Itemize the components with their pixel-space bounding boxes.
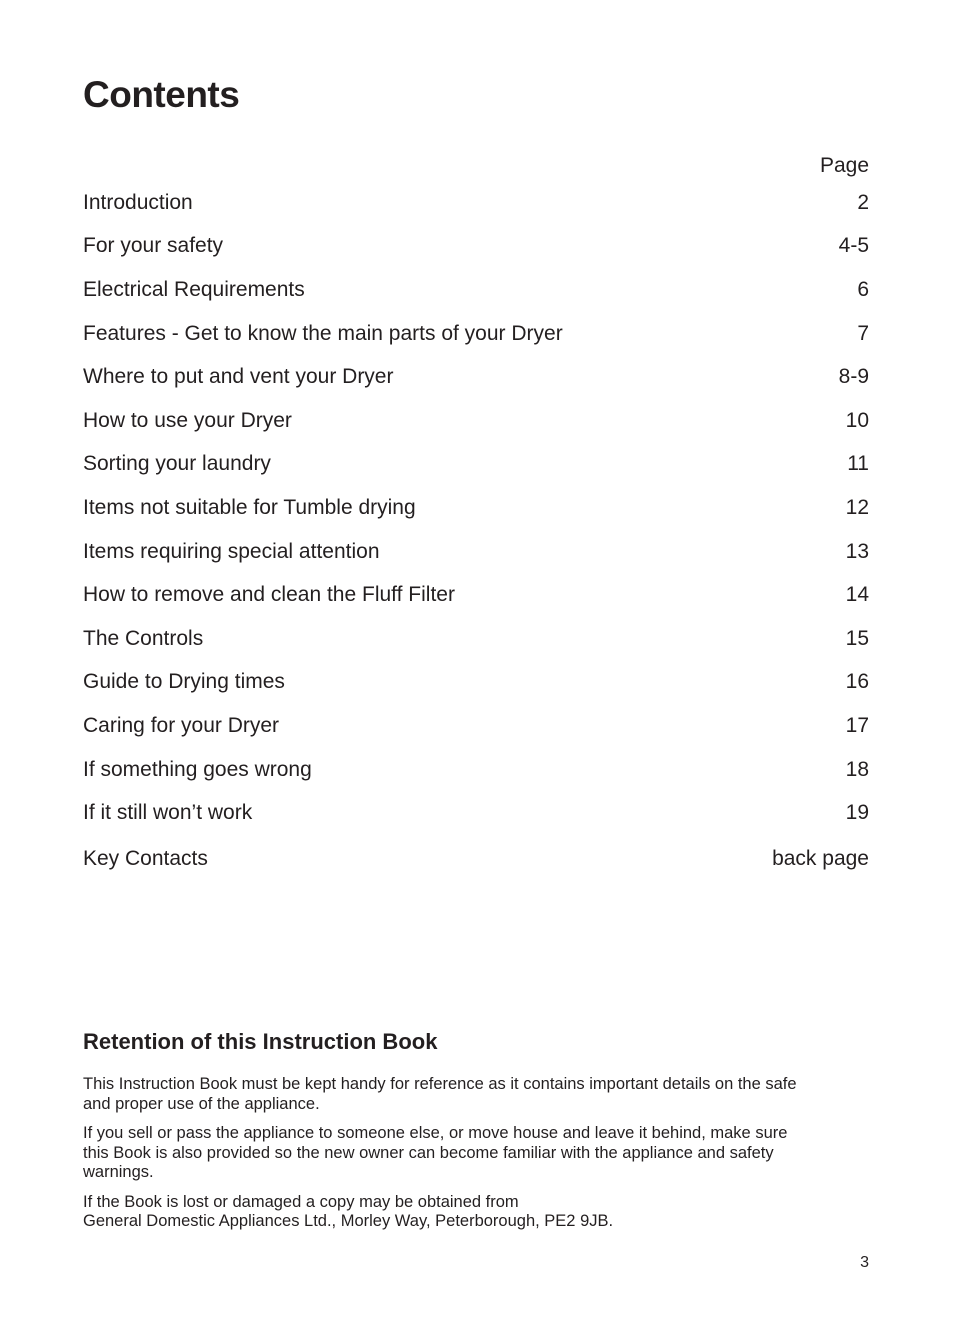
toc-entry-page: 13 bbox=[845, 539, 869, 563]
retention-address-paragraph bbox=[83, 1193, 803, 1232]
toc-entry-page: 4-5 bbox=[838, 234, 869, 258]
toc-entry-label: The Controls bbox=[83, 626, 204, 650]
toc-entry-page: 7 bbox=[857, 321, 869, 345]
toc-entry-page: 19 bbox=[845, 801, 869, 825]
retention-address-line: If the Book is lost or damaged a copy may be obtained from bbox=[83, 1192, 519, 1211]
toc-entry-label: Key Contacts bbox=[83, 846, 208, 870]
retention-paragraph: This Instruction Book must be kept handy for reference as it contains important details on the safe and proper use of the appliance. bbox=[83, 1075, 797, 1113]
toc-entry-label: Items requiring special attention bbox=[83, 539, 380, 563]
toc-entry-label: Items not suitable for Tumble drying bbox=[83, 495, 416, 519]
toc-entry-sorting-laundry[interactable] bbox=[83, 443, 869, 487]
page-title: Contents bbox=[83, 74, 240, 115]
table-of-contents bbox=[83, 151, 869, 881]
toc-entry-electrical-requirements[interactable] bbox=[83, 268, 869, 312]
toc-entry-page: 18 bbox=[845, 757, 869, 781]
page-number: 3 bbox=[860, 1254, 869, 1271]
toc-page-header: Page bbox=[819, 154, 869, 177]
toc-entry-label: If something goes wrong bbox=[83, 757, 312, 781]
toc-entry-caring[interactable] bbox=[83, 704, 869, 748]
toc-entry-page: 11 bbox=[847, 452, 869, 476]
toc-entry-key-contacts[interactable] bbox=[83, 837, 869, 881]
toc-entry-page: back page bbox=[772, 846, 869, 870]
toc-entry-label: Introduction bbox=[83, 190, 193, 214]
toc-entry-how-to-use[interactable] bbox=[83, 399, 869, 443]
toc-entry-label: Caring for your Dryer bbox=[83, 713, 280, 737]
toc-entry-label: Electrical Requirements bbox=[83, 277, 305, 301]
toc-entry-page: 8-9 bbox=[838, 365, 869, 389]
retention-heading: Retention of this Instruction Book bbox=[83, 1029, 438, 1054]
toc-entry-label: Sorting your laundry bbox=[83, 452, 271, 476]
toc-entry-fluff-filter[interactable] bbox=[83, 573, 869, 617]
toc-entry-page: 16 bbox=[845, 670, 869, 694]
toc-entry-page: 17 bbox=[845, 713, 869, 737]
toc-entry-page: 12 bbox=[845, 495, 869, 519]
toc-entry-label: How to use your Dryer bbox=[83, 408, 292, 432]
toc-entry-special-attention[interactable] bbox=[83, 530, 869, 574]
toc-entry-page: 6 bbox=[857, 277, 869, 301]
toc-entry-label: How to remove and clean the Fluff Filter bbox=[83, 583, 455, 607]
toc-entry-drying-times[interactable] bbox=[83, 661, 869, 705]
toc-entry-still-wont-work[interactable] bbox=[83, 791, 869, 835]
toc-entry-label: If it still won’t work bbox=[83, 801, 253, 825]
retention-section bbox=[83, 1029, 803, 1242]
toc-entry-for-your-safety[interactable] bbox=[83, 225, 869, 269]
toc-entry-page: 2 bbox=[857, 190, 869, 214]
toc-entry-something-wrong[interactable] bbox=[83, 748, 869, 792]
toc-entry-label: Where to put and vent your Dryer bbox=[83, 365, 394, 389]
toc-entry-label: Features - Get to know the main parts of your Dryer bbox=[83, 321, 563, 345]
toc-entry-items-not-suitable[interactable] bbox=[83, 486, 869, 530]
toc-entry-introduction[interactable] bbox=[83, 181, 869, 225]
toc-entry-page: 10 bbox=[845, 408, 869, 432]
toc-entry-page: 14 bbox=[845, 583, 869, 607]
toc-entry-label: Guide to Drying times bbox=[83, 670, 285, 694]
retention-paragraph: If you sell or pass the appliance to someone else, or move house and leave it behind, make sure this Book is also provided so the new owner can become familiar with the appliance and safety warnings. bbox=[83, 1124, 788, 1181]
toc-entry-features[interactable] bbox=[83, 312, 869, 356]
toc-entry-controls[interactable] bbox=[83, 617, 869, 661]
toc-entry-where-to-put[interactable] bbox=[83, 355, 869, 399]
toc-entry-page: 15 bbox=[845, 626, 869, 650]
retention-address-line: General Domestic Appliances Ltd., Morley Way, Peterborough, PE2 9JB. bbox=[83, 1212, 614, 1230]
toc-entry-label: For your safety bbox=[83, 234, 224, 258]
